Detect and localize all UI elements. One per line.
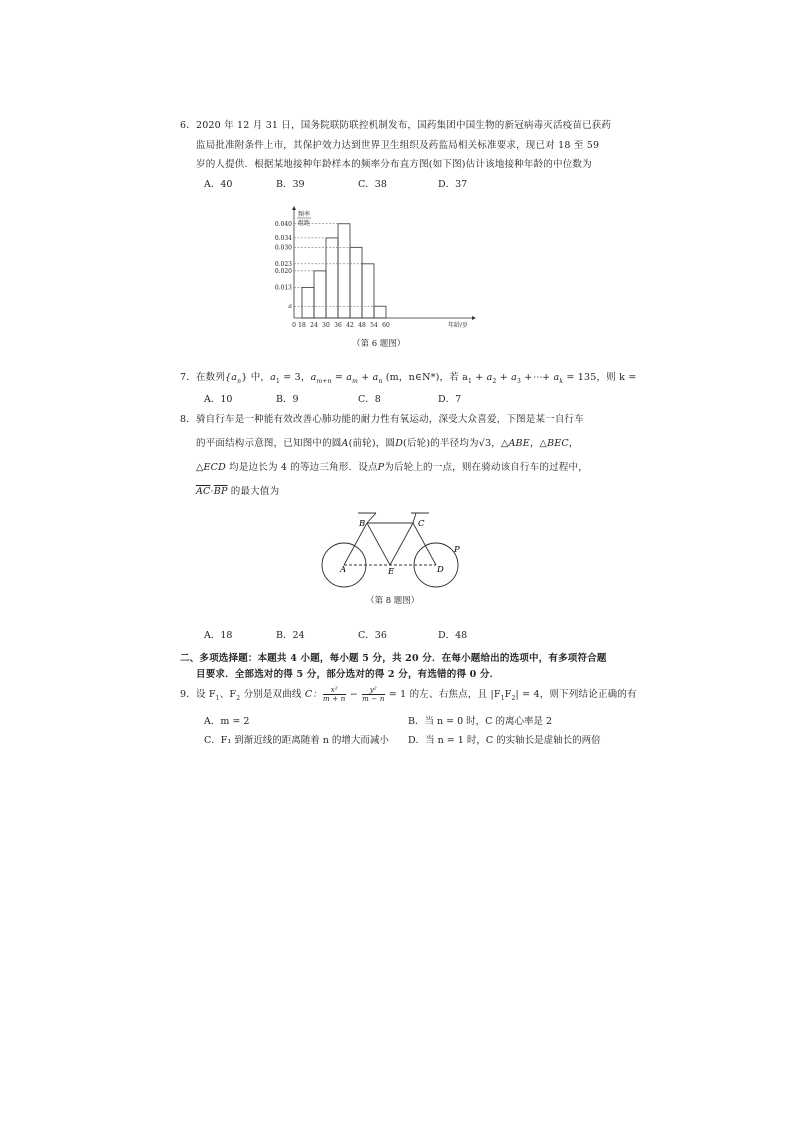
y-label-top: 频率: [297, 211, 311, 218]
q8-l2a: 的平面结构示意图，已知图中的圆: [196, 438, 342, 449]
segment-be: [367, 523, 390, 565]
x-tick-label-0: 0: [292, 322, 296, 329]
y-tick-label-1: 0.034: [274, 234, 292, 242]
q7-seq-end: }: [241, 372, 248, 383]
q8-option-c: C．36: [358, 630, 387, 641]
q9-ff2: 2: [511, 694, 516, 702]
q6-option-c: C．38: [358, 179, 387, 190]
q9-option-c: C．F₁ 到渐近线的距离随着 n 的增大而减小: [204, 735, 389, 746]
histogram-bar-18-24: [302, 287, 314, 318]
q7-sum-eq: = 135，则 k =: [563, 372, 637, 383]
x-tick-label-42: 42: [346, 322, 354, 329]
q7-seq-sub: n: [237, 377, 242, 385]
x-tick-label-54: 54: [370, 322, 378, 329]
q9-minus: −: [346, 689, 362, 700]
q9-den2: m − n: [362, 695, 385, 703]
q9-fraction-x: [323, 686, 345, 703]
label-c: C: [418, 519, 425, 529]
q8-l3a: △: [196, 462, 204, 473]
x-tick-label-36: 36: [334, 322, 342, 329]
bicycle-diagram: [318, 508, 468, 598]
q7-mid: 中，: [247, 372, 271, 383]
q8-l4-rest: 的最大值为: [227, 486, 280, 497]
q9-ffF: F: [504, 689, 512, 700]
y-tick-label-0: 0.040: [274, 220, 292, 228]
q8-l2g: ，△: [491, 438, 509, 449]
q7-line: [180, 371, 636, 388]
q6-line3: 岁的人提供．根据某地接种年龄样本的频率分布直方图(如下图)估计该地接种年龄的中位数为: [196, 159, 592, 170]
x-axis-arrow: [472, 316, 476, 320]
q6-option-a: A．40: [204, 179, 233, 190]
y-tick-label-2: 0.030: [274, 244, 292, 252]
q9-fraction-y: [362, 686, 384, 703]
q7-rec-n: n: [378, 377, 383, 385]
q8-l2f: √3: [478, 438, 492, 449]
histogram-bar-36-42: [338, 224, 350, 318]
q9-ff1: 1: [500, 694, 505, 702]
histogram-bar-42-48: [350, 247, 362, 318]
x-axis-label: 年龄/岁: [447, 322, 469, 329]
q9-den1: m + n: [323, 695, 346, 703]
y-axis-arrow: [292, 206, 296, 210]
y-tick-label-6: a: [288, 303, 292, 311]
label-p: P: [454, 545, 460, 555]
q8-l3b: ECD: [203, 462, 226, 473]
q8-l2b: A: [341, 438, 349, 449]
q8-l2i: ，△: [529, 438, 548, 449]
q8-l2c: (前轮)，圆: [348, 438, 396, 449]
q7-sk: k: [559, 377, 564, 385]
x-tick-label-48: 48: [358, 322, 366, 329]
q6-caption: （第 6 题图）: [352, 339, 406, 349]
q8-l3e: 为后轮上的一点，则在骑动该自行车的过程中，: [384, 462, 588, 473]
histogram-bar-54-60: [374, 306, 386, 318]
q8-line2: [196, 437, 579, 450]
q8-l2e: (后轮)的半径均为: [403, 438, 479, 449]
q7-rec-cond: (m，n∈N*)，: [382, 372, 450, 383]
q9-end: | = 4，则下列结论正确的有: [515, 689, 637, 700]
section2-line2: 目要求．全部选对的得 5 分，部分选对的得 2 分，有选错的得 0 分．: [196, 669, 500, 680]
q8-l3c: 均是边长为 4 的等边三角形．设点: [225, 462, 378, 473]
q8-vec-ac: $\overline{AC}$: [196, 486, 211, 497]
q9-c: C：: [301, 689, 323, 700]
q7-a1-val: = 3，: [280, 372, 311, 383]
q8-l3d: P: [377, 462, 385, 473]
q8-l2k: ，: [568, 438, 579, 449]
segment-cd: [413, 523, 436, 565]
frequency-histogram: [262, 206, 492, 336]
q7-seq: {a: [225, 372, 238, 383]
label-b: B: [359, 519, 366, 529]
q8-line3: [196, 461, 588, 474]
q8-vec-bp: $\overline{BP}$: [213, 486, 228, 497]
histogram-bar-48-54: [362, 264, 374, 318]
y-tick-label-5: 0.013: [274, 284, 292, 292]
q9-f2: 2: [236, 694, 241, 702]
x-tick-label-18: 18: [298, 322, 306, 329]
q8-line1: 8．骑自行车是一种能有效改善心肺功能的耐力性有氧运动，深受大众喜爱，下图是某一自行车: [180, 414, 584, 425]
q8-option-b: B．24: [276, 630, 305, 641]
q6-line2: 监局批准附条件上市，其保护效力达到世界卫生组织及药监局相关标准要求，现已对 18 至 59: [196, 140, 600, 151]
q8-option-d: D．48: [438, 630, 468, 641]
x-tick-label-60: 60: [382, 322, 390, 329]
q6-line1: 6．2020 年 12 月 31 日，国务院联防联控机制发布，国药集团中国生物的新冠病毒灭活疫苗已获药: [180, 120, 612, 131]
histogram-bar-24-30: [314, 271, 326, 318]
label-e: E: [388, 567, 395, 577]
q9-line: [180, 684, 637, 710]
q7-s-plus2: + a: [496, 372, 517, 383]
q9-option-a: A．m = 2: [204, 716, 250, 727]
q7-prefix: 7．在数列: [180, 372, 226, 383]
q7-s2: 2: [492, 377, 497, 385]
q7-option-b: B．9: [276, 394, 299, 405]
q7-s1: 1: [467, 377, 473, 385]
q6-option-b: B．39: [276, 179, 305, 190]
q9-pre: 9．设 F: [180, 689, 216, 700]
y-tick-label-3: 0.023: [274, 260, 292, 268]
q9-option-d: D．当 n = 1 时，C 的实轴长是虚轴长的两倍: [408, 735, 601, 746]
segment-ab: [344, 523, 367, 565]
q8-option-a: A．18: [204, 630, 233, 641]
q9-mid2: 分别是双曲线: [240, 689, 302, 700]
handle-post: [413, 513, 416, 523]
x-tick-label-24: 24: [310, 322, 318, 329]
q8-l2h: ABE: [508, 438, 530, 449]
q9-num2: y²: [362, 686, 384, 695]
q8-l2j: BEC: [547, 438, 569, 449]
q7-s3: 3: [516, 377, 522, 385]
y-label-bottom: 组距: [297, 220, 311, 227]
seat-post: [367, 513, 376, 523]
q7-s-plus1: + a: [472, 372, 493, 383]
q9-option-b: B．当 n = 0 时，C 的离心率是 2: [408, 716, 553, 727]
q7-rec-m: m: [352, 377, 358, 385]
q8-line4: [196, 485, 279, 498]
label-d: D: [437, 565, 444, 575]
q7-option-c: C．8: [358, 394, 381, 405]
segment-ce: [390, 523, 413, 565]
q9-f1: 1: [215, 694, 220, 702]
q9-mid: 、F: [219, 689, 237, 700]
q8-l2d: D: [395, 438, 404, 449]
x-tick-label-30: 30: [322, 322, 330, 329]
q6-option-d: D．37: [438, 179, 468, 190]
q7-a1-sub: 1: [275, 377, 281, 385]
q7-option-d: D．7: [438, 394, 462, 405]
label-a: A: [340, 565, 347, 575]
q7-option-a: A．10: [204, 394, 233, 405]
q9-num1: x²: [323, 686, 345, 695]
q7-rec-sub: m+n: [316, 377, 332, 385]
section2-line1: 二、多项选择题：本题共 4 小题，每小题 5 分，共 20 分．在每小题给出的选项中，有多项符合题: [180, 653, 607, 664]
q7-rec-plus: + a: [357, 372, 379, 383]
q7-s-dots: +⋯+ a: [521, 372, 560, 383]
q7-rec-rhs: = a: [331, 372, 353, 383]
q8-dot: ·: [210, 486, 214, 497]
y-tick-label-4: 0.020: [274, 267, 292, 275]
q7-a1: a: [270, 372, 276, 383]
q7-rec: a: [310, 372, 317, 383]
q9-eq: = 1 的左、右焦点，且 |F: [385, 689, 501, 700]
q7-sum-pre: 若 a: [449, 372, 468, 383]
q8-caption: （第 8 题图）: [366, 596, 420, 606]
